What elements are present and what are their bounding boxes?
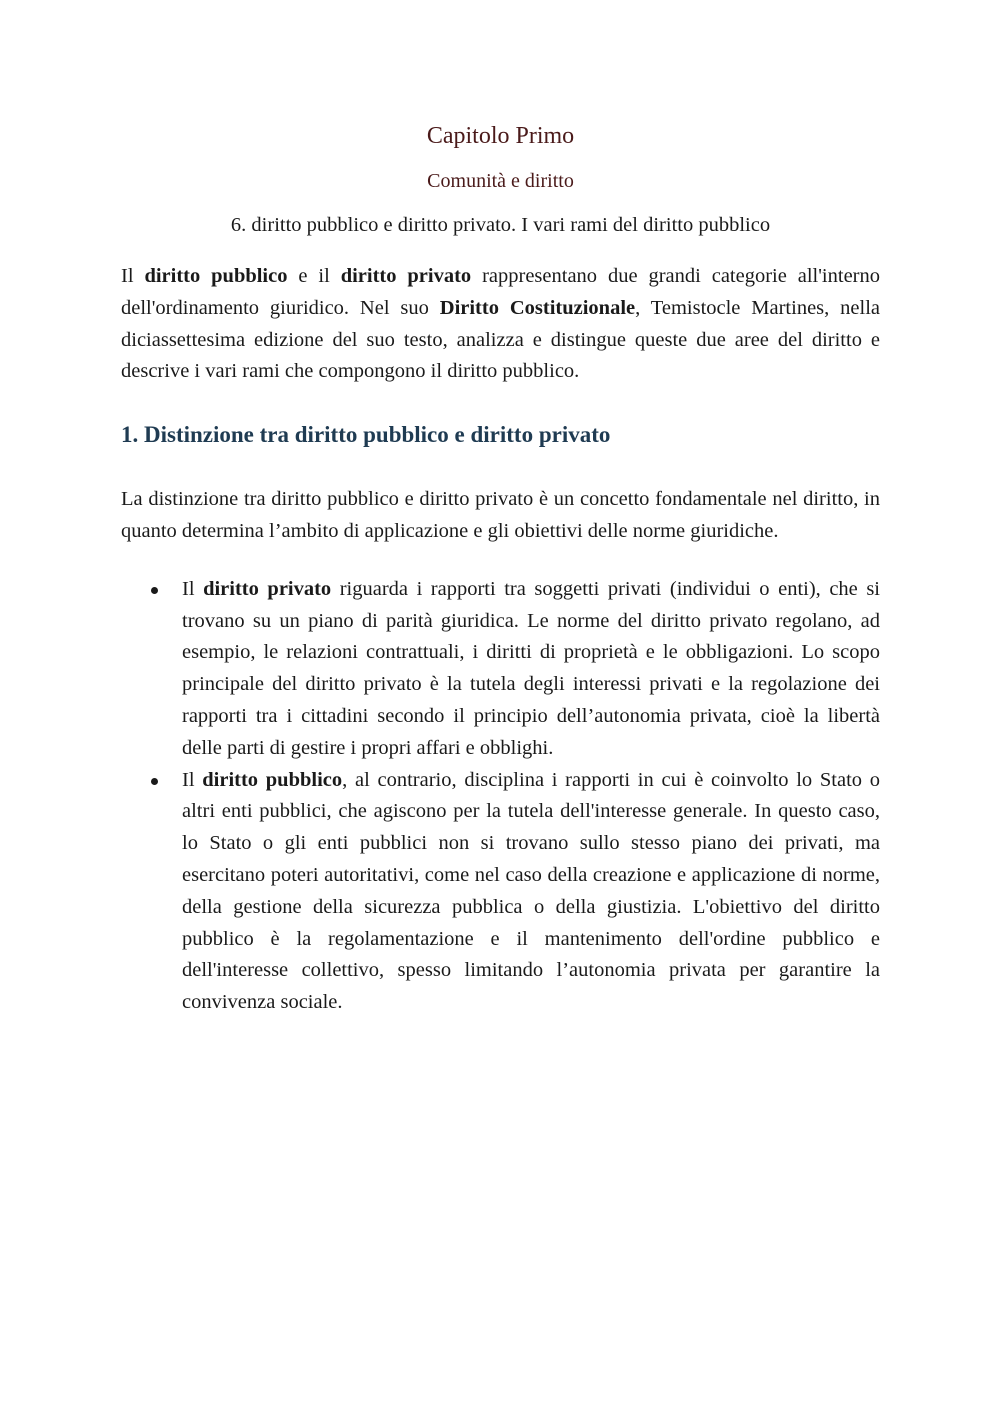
bullet-list [121, 574, 880, 1019]
section-heading: 1. Distinzione tra diritto pubblico e diritto privato [121, 422, 611, 448]
document-page [121, 118, 880, 1019]
list-item [121, 574, 880, 765]
list-item-bold-term: diritto privato [203, 577, 332, 600]
intro-text: rappresentano due grandi categorie all'interno dell'ordinamento giuridico. Nel suo [121, 265, 880, 319]
list-item-text: Il [182, 577, 204, 600]
list-item-text: Il [182, 768, 203, 791]
intro-text: Il [121, 265, 145, 287]
intro-bold-term: diritto privato [340, 265, 472, 287]
intro-text: e il [287, 265, 341, 287]
bullet-icon [151, 778, 158, 785]
intro-bold-term: diritto pubblico [144, 265, 288, 287]
section-title: 6. diritto pubblico e diritto privato. I vari rami del diritto pubblico [230, 214, 771, 236]
list-item [121, 765, 880, 1019]
chapter-title: Capitolo Primo [426, 123, 575, 149]
chapter-subtitle: Comunità e diritto [427, 170, 574, 192]
bullet-icon [151, 587, 158, 594]
intro-text: , Temistocle Martines, nella diciassettesima edizione del suo testo, analizza e distingue queste due aree del diritto e descrive i vari rami che compongono il diritto pubblico. [121, 296, 880, 383]
list-item-text: , al contrario, disciplina i rapporti in cui è coinvolto lo Stato o altri enti pubblici, che agiscono per la tutela dell'interesse generale. In questo caso, lo Stato o gli enti pubblici non si trovano sullo stesso piano dei privati, ma esercitano poteri autoritativi, come nel caso della creazione e applicazione di norme, della gestione della sicurezza pubblica o della giustizia. L'obiettivo del diritto pubblico è la regolamentazione e il mantenimento dell'ordine pubblico e dell'interesse collettivo, spesso limitando l’autonomia privata per garantire la convivenza sociale. [182, 768, 880, 1014]
list-item-text: riguarda i rapporti tra soggetti privati (individui o enti), che si trovano su un piano di parità giuridica. Le norme del diritto privato regolano, ad esempio, le relazioni contrattuali, i diritti di proprietà e le obbligazioni. Lo scopo principale del diritto privato è la tutela degli interessi privati e la regolazione dei rapporti tra i cittadini secondo il principio dell’autonomia privata, cioè la libertà delle parti di gestire i propri affari e obblighi. [182, 577, 880, 759]
intro-paragraph [121, 261, 880, 388]
body-paragraph: La distinzione tra diritto pubblico e diritto privato è un concetto fondamentale nel diritto, in quanto determina l’ambito di applicazione e gli obiettivi delle norme giuridiche. [121, 488, 880, 542]
list-item-bold-term: diritto pubblico [202, 768, 343, 791]
intro-bold-term: Diritto Costituzionale [439, 296, 636, 319]
